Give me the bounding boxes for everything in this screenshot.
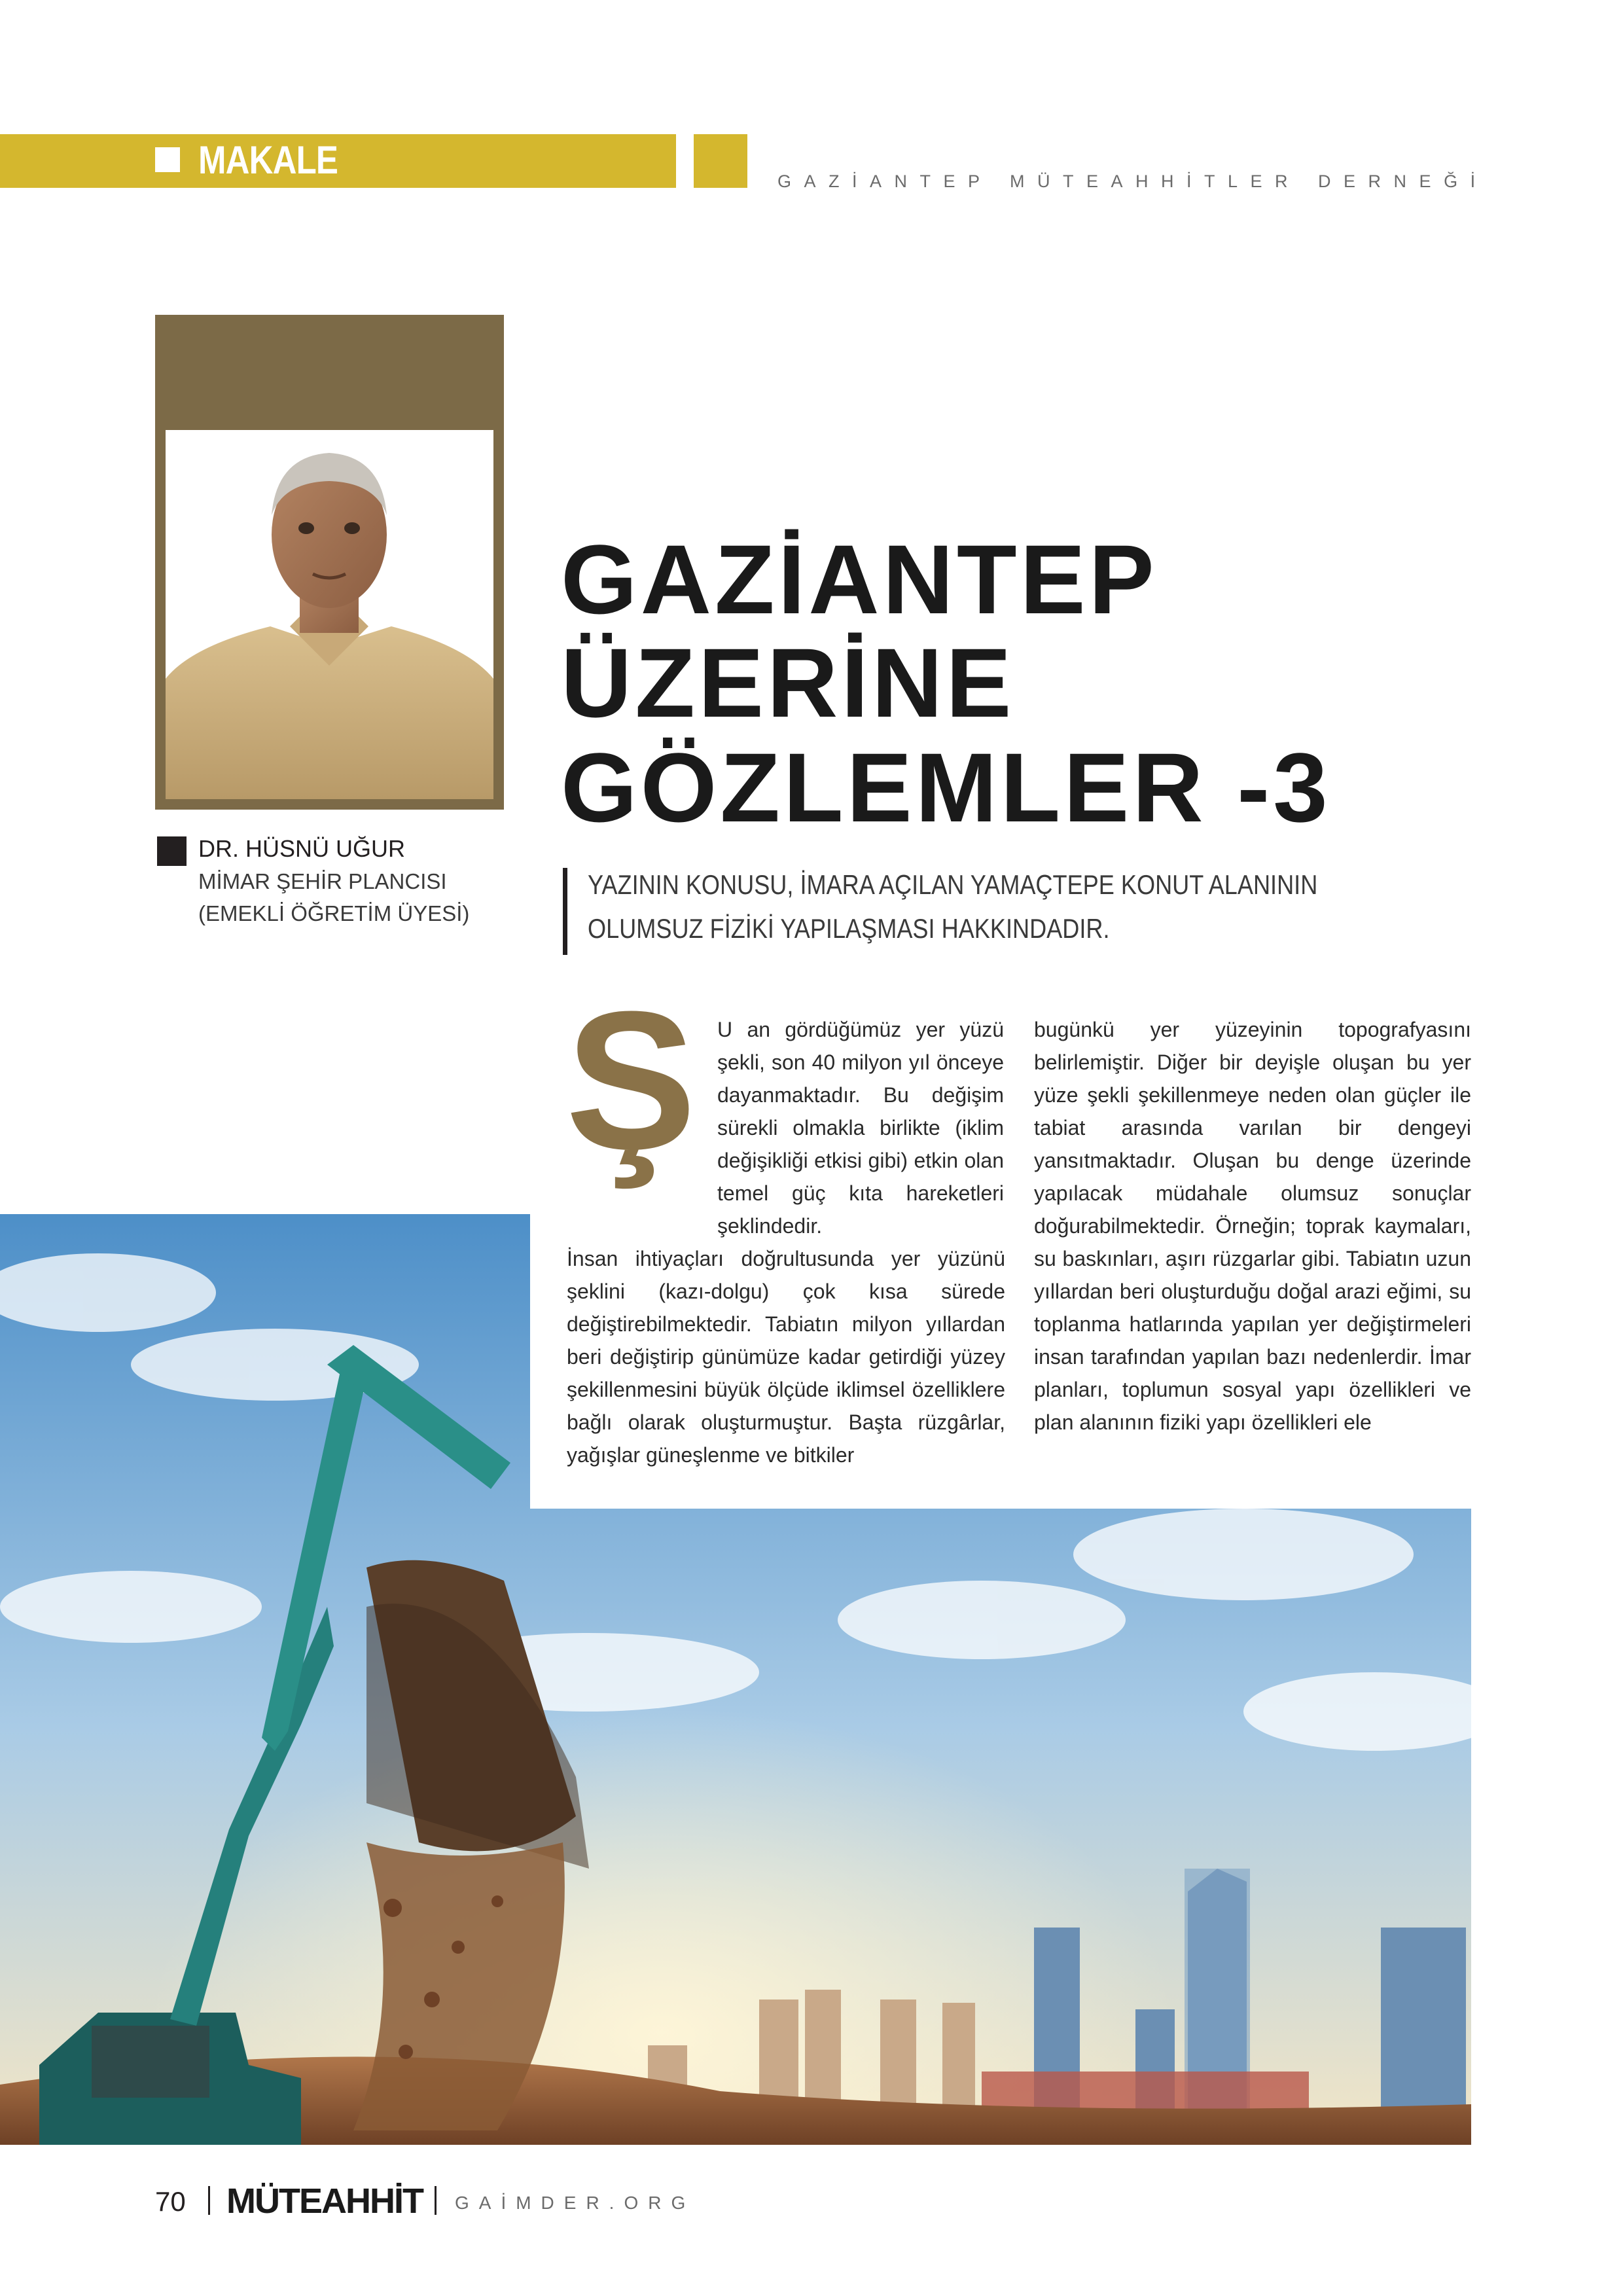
header-accent-square — [694, 134, 747, 188]
website-link[interactable]: GAİMDER.ORG — [455, 2193, 696, 2213]
page-number: 70 — [155, 2186, 186, 2217]
article-title-line: GÖZLEMLER -3 — [561, 732, 1331, 842]
author-photo-frame — [155, 315, 504, 810]
author-name: DR. HÜSNÜ UĞUR — [198, 835, 406, 862]
author-square-icon — [157, 836, 187, 866]
article-paragraph: U an gördüğümüz yer yüzü şekli, son 40 milyon yıl önceye dayanmaktadır. Bu değişim sürekli olmakla birlikte (iklim değişikliği etkisi gibi) etkin olan temel güç kıta hareketleri şeklindedir. — [717, 1018, 1004, 1238]
footer-divider — [208, 2186, 210, 2215]
section-label: MAKALE — [198, 138, 338, 182]
article-title-line: ÜZERİNE — [561, 628, 1015, 738]
article-subtitle-line: YAZININ KONUSU, İMARA AÇILAN YAMAÇTEPE KONUT ALANININ — [588, 869, 1318, 900]
subtitle-rule — [563, 868, 567, 955]
author-note: (EMEKLİ ÖĞRETİM ÜYESİ) — [198, 901, 470, 925]
article-paragraph: İnsan ihtiyaçları doğrultusunda yer yüzünü şeklini (kazı-dolgu) çok kısa sürede değiştirebilmektedir. Tabiatın milyon yıllardan beri değiştirip günümüze kadar getirdiği yüzey şekillenmesini büyük ölçüde iklimsel özelliklere bağlı olarak oluşturmuştur. Başta rüzgârlar, yağışlar güneşlenme ve bitkiler — [567, 1247, 1005, 1467]
drop-cap: Ş — [565, 970, 697, 1190]
author-role: MİMAR ŞEHİR PLANCISI — [198, 869, 447, 893]
footer-divider — [435, 2186, 437, 2215]
author-photo — [166, 430, 493, 799]
article-title-line: GAZİANTEP — [561, 524, 1158, 634]
organization-name: GAZİANTEP MÜTEAHHİTLER DERNEĞİ — [777, 171, 1488, 191]
article-paragraph: bugünkü yer yüzeyinin topografyasını belirlemiştir. Diğer bir deyişle oluşan bu yer yüze şekli şekillenmeye neden olan güçler ile tabiat arasında varılan bir dengeyi yansıtmaktadır. Oluşan bu denge üzerinde yapılacak müdahale olumsuz sonuçlar doğurabilmektedir. Örneğin; toprak kaymaları, su baskınları, aşırı rüzgarlar gibi. Tabiatın uzun yıllardan beri oluşturduğu doğal arazi eğimi, su toplanma hatlarında yapılan yer değiştirmeleri insan tarafından yapılan bazı nedenlerdir. İmar planları, toplumun sosyal yapı özellikleri ve plan alanının fiziki yapı özellikleri ele — [1034, 1018, 1471, 1434]
article-subtitle-line: OLUMSUZ FİZİKİ YAPILAŞMASI HAKKINDADIR. — [588, 913, 1110, 944]
magazine-logo: MÜTEAHHİT — [226, 2181, 423, 2221]
section-square-icon — [155, 147, 180, 172]
header-bar — [0, 134, 676, 188]
